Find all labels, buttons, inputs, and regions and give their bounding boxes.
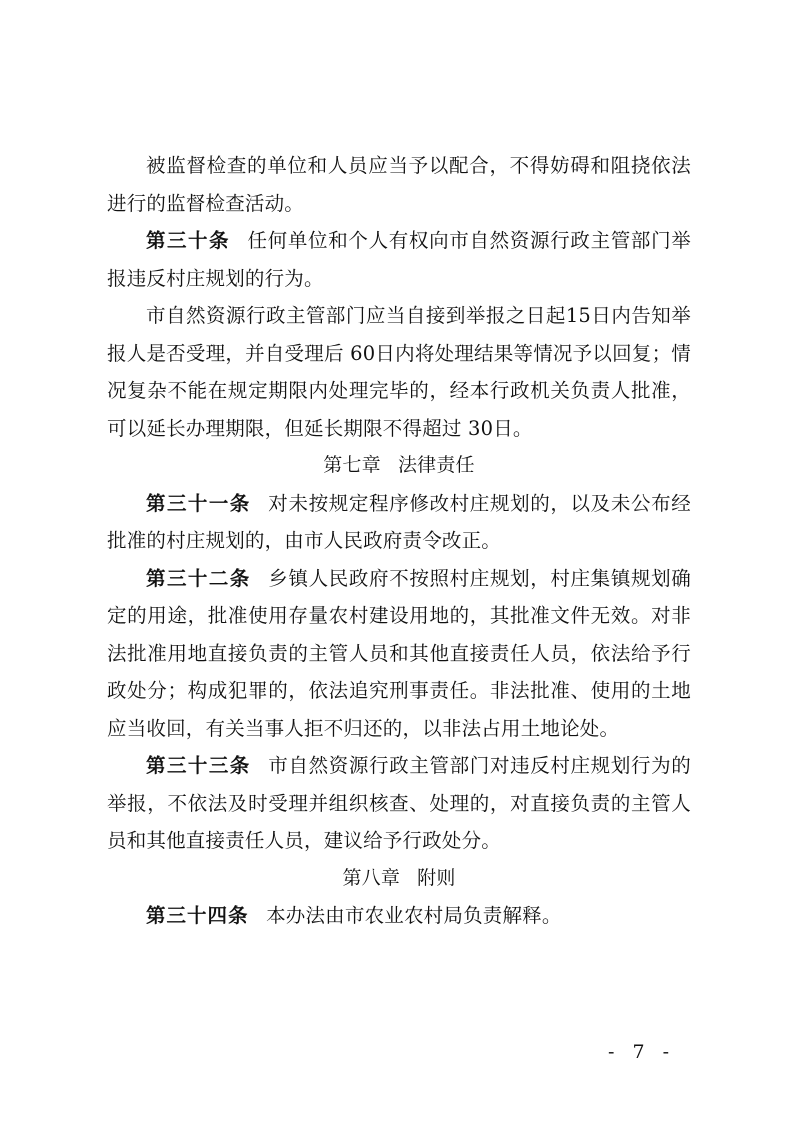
article-32 [107, 560, 691, 748]
article-31 [107, 485, 691, 560]
article-text: 市自然资源行政主管部门对违反村庄规划行为的举报，不依法及时受理并组织核查、处理的，对直接负责的主管人员和其他直接责任人员，建议给予行政处分。 [107, 754, 691, 852]
chapter-7-heading [107, 447, 691, 485]
article-number: 第三十四条 [146, 904, 249, 927]
article-text: 任何单位和个人有权向市自然资源行政主管部门举报违反村庄规划的行为。 [107, 229, 691, 290]
document-body [107, 147, 691, 935]
article-text: 乡镇人民政府不按照村庄规划，村庄集镇规划确定的用途，批准使用存量农村建设用地的，其批准文件无效。对非法批准用地直接负责的主管人员和其他直接责任人员，依法给予行政处分；构成犯罪的，依法追究刑事责任。非法批准、使用的土地应当收回，有关当事人拒不归还的，以非法占用土地论处。 [107, 566, 691, 740]
article-30 [107, 222, 691, 297]
paragraph-text: 市自然资源行政主管部门应当自接到举报之日起15日内告知举报人是否受理，并自受理后 60日内将处理结果等情况予以回复；情况复杂不能在规定期限内处理完毕的，经本行政机关负责人批准，可以延长办理期限，但延长期限不得超过 30日。 [107, 304, 691, 440]
paragraph-text: 被监督检查的单位和人员应当予以配合，不得妨碍和阻挠依法进行的监督检查活动。 [107, 154, 691, 215]
article-number: 第三十二条 [146, 566, 251, 590]
article-number: 第三十三条 [146, 754, 251, 777]
chapter-number: 第七章 [323, 454, 381, 476]
article-number: 第三十一条 [146, 491, 251, 515]
article-text: 对未按规定程序修改村庄规划的，以及未公布经批准的村庄规划的，由市人民政府责令改正。 [107, 491, 691, 552]
article-number: 第三十条 [146, 229, 230, 252]
article-34 [107, 897, 691, 935]
page-number: - 7 - [607, 1041, 675, 1063]
article-text: 本办法由市农业农村局负责解释。 [266, 904, 562, 927]
chapter-8-heading [107, 860, 691, 898]
chapter-title: 附则 [417, 866, 456, 889]
paragraph-report-handling [107, 297, 691, 447]
paragraph-cooperation [107, 147, 691, 222]
chapter-title: 法律责任 [397, 454, 475, 476]
article-33 [107, 747, 691, 860]
chapter-number: 第八章 [342, 866, 401, 889]
